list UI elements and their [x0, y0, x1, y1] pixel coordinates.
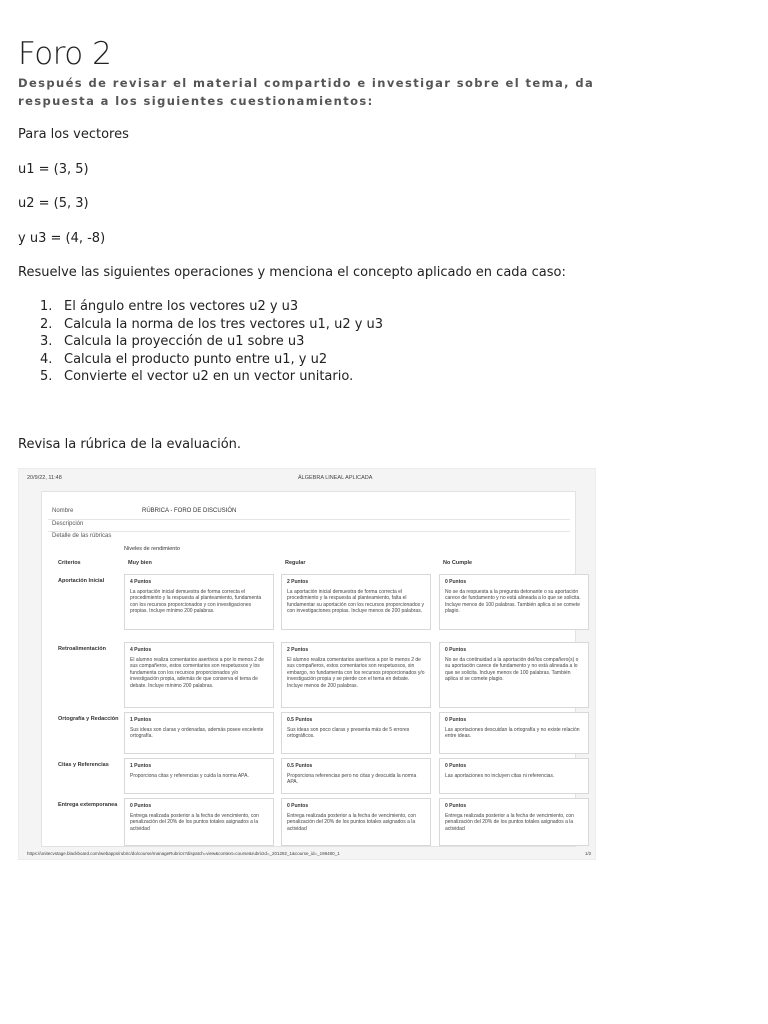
rubric-criterion: Entrega extemporanea — [58, 802, 118, 808]
list-item: 2. Calcula la norma de los tres vectores u1, u2 y u3 — [40, 316, 384, 332]
rubric-cell: 0 Puntos No se da respuesta a la pregunta detonante o su aportación carece de fundamento y no está alineada a lo que se solicita. Incluye menos de 100 palabras. También aplica si se comete plagio. — [439, 574, 589, 630]
rubric-note: Revisa la rúbrica de la evaluación. — [18, 437, 242, 452]
rubric-course-title: ÁLGEBRA LINEAL APLICADA — [298, 475, 373, 481]
subtitle: Después de revisar el material compartido e investigar sobre el tema, da respuesta a los siguientes cuestionamientos: — [18, 76, 595, 108]
rubric-cell: 0 Puntos Entrega realizada posterior a la fecha de vencimiento, con penalización del 20% de los puntos totales asignados a la actividad — [439, 798, 589, 846]
rubric-cell: 0.5 Puntos Sus ideas son poco claras y presenta más de 5 errores ortográficos. — [281, 712, 431, 754]
task-list — [40, 298, 640, 386]
rubric-cell: 4 Puntos La aportación inicial demuestra de forma correcta el procedimiento y la respuesta al planteamiento, fundamenta con los recursos proporcionados y con investigaciones propias. Incluye mínimo 200 palabras. — [124, 574, 274, 630]
rubric-criterion: Citas y Referencias — [58, 762, 109, 768]
rubric-header-level2: Regular — [285, 560, 306, 566]
rubric-header-level1: Muy bien — [128, 560, 152, 566]
rubric-page-number: 1/2 — [585, 851, 592, 856]
rubric-cell: 1 Puntos Sus ideas son claras y ordenadas, además posee excelente ortografía. — [124, 712, 274, 754]
rubric-url: https://unitecvstage.blackboard.com/webapps/rubric/do/course/manageRubrics?dispatch=view&context=course&rubricId=_201282_1&course_id=_198480_1 — [27, 851, 340, 856]
rubric-frame — [41, 491, 581, 847]
rubric-cell: 4 Puntos El alumno realiza comentarios asertivos a por lo menos 2 de sus compañeros, estos comentarios son respetuosos y los fundamenta con los recursos proporcionados y/o investigación propia, además de que conserva el tema de debate. Incluye mínimo 200 palabras. — [124, 642, 274, 708]
rubric-cell: 2 Puntos La aportación inicial demuestra de forma correcta el procedimiento y la respuesta al planteamiento, falta el fundamentar su aportación con los recursos proporcionados y con investigaciones propias. Incluye menos de 200 palabras. — [281, 574, 431, 630]
divider — [48, 531, 570, 532]
rubric-cell: 2 Puntos El alumno realiza comentarios asertivos a por lo menos 2 de sus compañeros, estos comentarios son respetuosos, sin embargo, no fundamenta con los recursos proporcionados y/o investigación propia y se pierde con el tema en debate. Incluye menos de 200 palabras. — [281, 642, 431, 708]
list-item: 5. Convierte el vector u2 en un vector unitario. — [40, 369, 354, 384]
rubric-cell: 0 Puntos Entrega realizada posterior a la fecha de vencimiento, con penalización del 20% de los puntos totales asignados a la actividad — [124, 798, 274, 846]
rubric-cell: 0 Puntos Las aportaciones no incluyen citas ni referencias. — [439, 758, 589, 794]
rubric-header-level3: No Cumple — [443, 560, 473, 566]
rubric-cell: 0 Puntos Entrega realizada posterior a la fecha de vencimiento, con penalización del 20% de los puntos totales asignados a la actividad — [281, 798, 431, 846]
rubric-criterion: Ortografía y Redacción — [58, 716, 119, 722]
rubric-screenshot — [18, 468, 596, 860]
rubric-cell: 0.5 Puntos Proporciona referencias pero no citas y descuida la norma APA. — [281, 758, 431, 794]
rubric-cell: 0 Puntos No se da continuidad a la aportación del/los compañero(s) o su aportación carece de fundamento y no está alineada a lo que se solicita. Incluye menos de 100 palabras. También aplica si se comete plagio. — [439, 642, 589, 708]
list-item: 4. Calcula el producto punto entre u1, y u2 — [40, 351, 328, 367]
rubric-header-criteria: Criterios — [58, 560, 81, 566]
vector-u3: y u3 = (4, -8) — [18, 231, 106, 246]
divider — [48, 519, 570, 520]
rubric-cell: 0 Puntos Las aportaciones descuidan la ortografía y no existe relación entre ideas. — [439, 712, 589, 754]
instruction-text: Resuelve las siguientes operaciones y menciona el concepto aplicado en cada caso: — [18, 265, 566, 280]
list-item: 3. Calcula la proyección de u1 sobre u3 — [40, 334, 305, 349]
list-item: 1. El ángulo entre los vectores u2 y u3 — [40, 299, 299, 314]
rubric-date: 20/9/22, 11:48 — [27, 475, 62, 481]
rubric-description-label: Descripción — [52, 521, 84, 527]
rubric-criterion: Retroalimentación — [58, 646, 106, 652]
rubric-name-value: RÚBRICA - FORO DE DISCUSIÓN — [142, 508, 237, 514]
vector-u2: u2 = (5, 3) — [18, 196, 89, 211]
rubric-criterion: Aportación Inicial — [58, 578, 105, 584]
page-title: Foro 2 — [18, 36, 112, 72]
rubric-levels-label: Niveles de rendimiento — [124, 546, 180, 552]
vector-u1: u1 = (3, 5) — [18, 162, 89, 177]
intro-text: Para los vectores — [18, 127, 129, 142]
rubric-name-label: Nombre — [52, 508, 74, 514]
rubric-detail-label: Detalle de las rúbricas — [52, 533, 112, 539]
rubric-cell: 1 Puntos Proporciona citas y referencias y cuida la norma APA. — [124, 758, 274, 794]
